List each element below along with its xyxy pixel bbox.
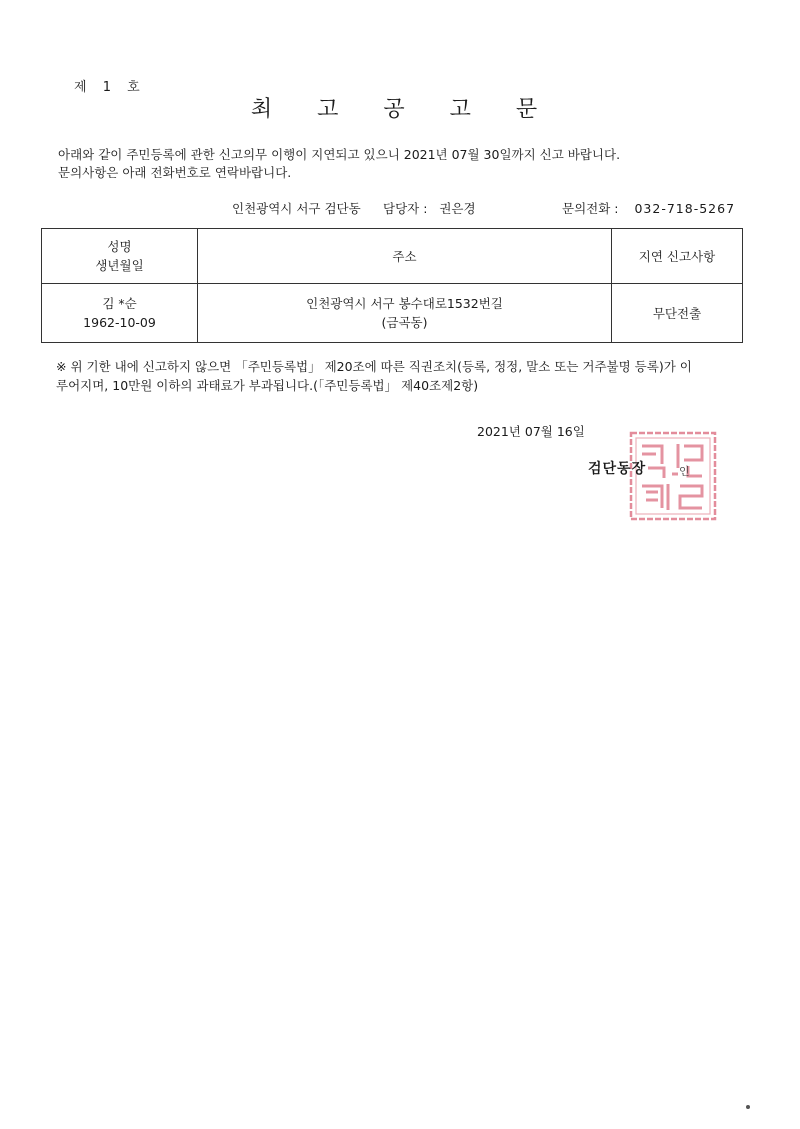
overdue-table <box>41 228 743 343</box>
notice-line-2: 루어지며, 10만원 이하의 과태료가 부과됩니다.(「주민등록법」 제40조제2항) <box>56 378 479 393</box>
header-overdue: 지연 신고사항 <box>612 229 743 284</box>
cell-name: 김 *순 <box>102 296 137 311</box>
contact-staff: 담당자 : 권은경 <box>383 201 476 216</box>
page-title: 최 고 공 고 문 <box>250 97 550 122</box>
intro-line-1: 아래와 같이 주민등록에 관한 신고의무 이행이 지연되고 있으니 2021년 07월 30일까지 신고 바랍니다. <box>58 147 621 162</box>
cell-address <box>198 284 612 343</box>
cell-address-line1: 인천광역시 서구 봉수대로1532번길 <box>306 296 503 311</box>
issue-date: 2021년 07월 16일 <box>477 424 585 439</box>
phone-number: 032-718-5267 <box>634 201 736 216</box>
cell-address-line2: (금곡동) <box>381 315 428 330</box>
document-number: 제 1 호 <box>74 80 142 95</box>
cell-birth: 1962-10-09 <box>83 315 156 330</box>
scan-speck <box>745 1104 751 1110</box>
header-name: 성명 <box>107 239 132 254</box>
cell-name-birth <box>42 284 198 343</box>
notice-text <box>56 357 768 395</box>
header-name-birth <box>42 229 198 284</box>
seal-mark-text: 인 <box>679 465 690 478</box>
header-birth: 생년월일 <box>95 258 144 273</box>
phone-label: 문의전화 : <box>562 201 619 216</box>
signer-title: 검단동장 <box>588 461 647 477</box>
table-row <box>42 284 743 343</box>
notice-line-1: ※ 위 기한 내에 신고하지 않으면 「주민등록법」 제20조에 따른 직권조치(등록, 정정, 말소 또는 거주불명 등록)가 이 <box>56 359 692 374</box>
contact-office: 인천광역시 서구 검단동 <box>232 201 361 216</box>
cell-overdue: 무단전출 <box>612 284 743 343</box>
header-address: 주소 <box>198 229 612 284</box>
intro-line-2: 문의사항은 아래 전화번호로 연락바랍니다. <box>58 165 292 180</box>
table-header-row <box>42 229 743 284</box>
contact-phone <box>562 199 735 217</box>
intro-text <box>58 146 758 182</box>
